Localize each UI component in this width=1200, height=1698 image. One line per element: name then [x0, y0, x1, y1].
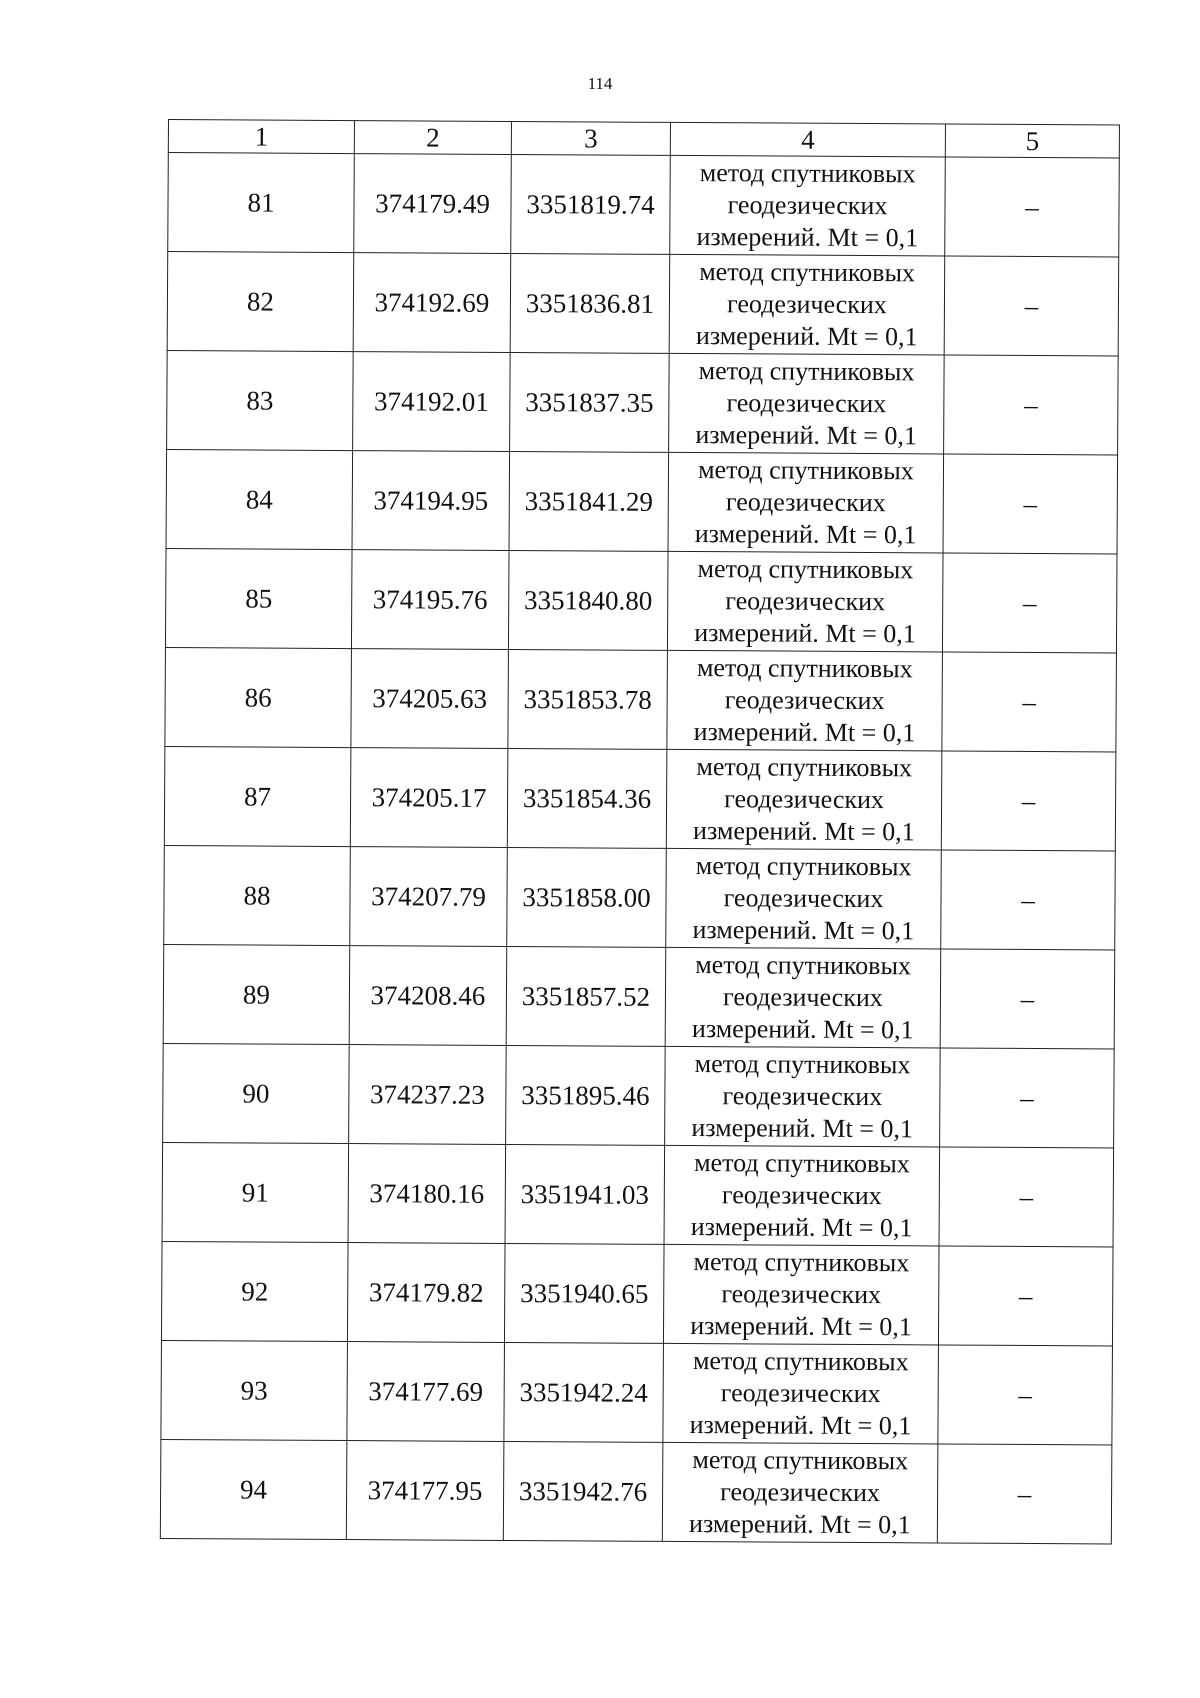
y-coordinate-cell: 3351858.00 — [507, 847, 667, 947]
method-cell — [665, 1046, 941, 1147]
method-text-line: геодезических — [724, 784, 885, 815]
y-coordinate-cell: 3351895.46 — [506, 1045, 666, 1145]
point-number-cell: 91 — [162, 1142, 349, 1242]
table-row — [160, 1439, 1112, 1543]
point-number-cell: 89 — [163, 944, 350, 1044]
method-cell — [669, 254, 945, 355]
method-text-line: измерений. Mt = 0,1 — [695, 420, 918, 451]
method-text-line: метод спутниковых — [695, 950, 912, 981]
point-number-cell: 92 — [161, 1241, 348, 1341]
note-cell: – — [941, 751, 1116, 851]
method-text-line: измерений. Mt = 0,1 — [690, 1212, 913, 1243]
table-row — [164, 845, 1116, 949]
note-cell: – — [943, 454, 1118, 554]
method-text-line: измерений. Mt = 0,1 — [695, 321, 918, 352]
method-text-line: метод спутниковых — [698, 356, 915, 387]
point-number-cell: 93 — [161, 1340, 348, 1440]
note-cell: – — [937, 1444, 1112, 1544]
method-text-line: метод спутниковых — [694, 1148, 910, 1179]
table-row — [166, 449, 1118, 553]
method-text-line: измерений. Mt = 0,1 — [689, 1509, 911, 1540]
point-number-cell: 94 — [160, 1439, 347, 1539]
method-cell — [665, 947, 941, 1048]
method-text-line: измерений. Mt = 0,1 — [696, 222, 919, 253]
coordinates-table-wrapper — [160, 119, 1119, 1544]
header-cell-1: 1 — [168, 120, 354, 154]
method-text-line: измерений. Mt = 0,1 — [690, 1311, 912, 1342]
point-number-cell: 88 — [164, 845, 351, 945]
method-text-line: измерений. Mt = 0,1 — [694, 519, 917, 550]
method-text-line: метод спутниковых — [698, 455, 914, 486]
method-text-line: измерений. Mt = 0,1 — [691, 1113, 914, 1144]
method-text-line: метод спутниковых — [696, 752, 913, 783]
table-row — [161, 1241, 1113, 1345]
method-text-line: метод спутниковых — [693, 1247, 910, 1278]
method-text-line: измерений. Mt = 0,1 — [693, 816, 915, 847]
table-row — [164, 746, 1116, 850]
method-text-line: геодезических — [726, 289, 887, 320]
x-coordinate-cell: 374177.95 — [346, 1441, 504, 1541]
y-coordinate-cell: 3351940.65 — [504, 1243, 664, 1343]
y-coordinate-cell: 3351857.52 — [506, 946, 666, 1046]
note-cell: – — [941, 850, 1116, 950]
x-coordinate-cell: 374179.49 — [354, 154, 512, 254]
method-cell — [666, 749, 942, 850]
method-cell — [669, 353, 945, 454]
x-coordinate-cell: 374208.46 — [349, 946, 507, 1046]
point-number-cell: 87 — [164, 746, 351, 846]
method-text-line: метод спутниковых — [699, 257, 916, 288]
note-cell: – — [938, 1345, 1113, 1445]
y-coordinate-cell: 3351942.24 — [504, 1342, 664, 1442]
table-row — [162, 1142, 1114, 1246]
note-cell: – — [942, 553, 1117, 653]
method-text-line: метод спутниковых — [692, 1445, 909, 1476]
method-text-line: измерений. Mt = 0,1 — [691, 1014, 914, 1045]
y-coordinate-cell: 3351941.03 — [505, 1144, 665, 1244]
method-cell — [667, 650, 943, 751]
x-coordinate-cell: 374180.16 — [348, 1144, 506, 1244]
x-coordinate-cell: 374237.23 — [349, 1045, 507, 1145]
method-text-line: метод спутниковых — [695, 851, 912, 882]
method-cell — [668, 452, 944, 553]
table-row — [165, 647, 1117, 751]
method-text-line: геодезических — [721, 1180, 882, 1211]
x-coordinate-cell: 374192.69 — [353, 253, 511, 353]
method-text-line: измерений. Mt = 0,1 — [693, 717, 916, 748]
method-cell — [663, 1244, 939, 1345]
table-header — [168, 120, 1119, 158]
y-coordinate-cell: 3351819.74 — [511, 154, 671, 254]
note-cell: – — [938, 1246, 1113, 1346]
y-coordinate-cell: 3351854.36 — [507, 748, 667, 848]
method-text-line: метод спутниковых — [696, 653, 913, 684]
method-text-line: геодезических — [726, 388, 887, 419]
method-cell — [670, 155, 946, 256]
method-cell — [663, 1343, 939, 1444]
method-text-line: измерений. Mt = 0,1 — [689, 1410, 912, 1441]
note-cell: – — [939, 1147, 1114, 1247]
x-coordinate-cell: 374179.82 — [347, 1243, 505, 1343]
method-cell — [666, 848, 942, 949]
method-text-line: геодезических — [721, 1279, 882, 1310]
method-text-line: геодезических — [727, 190, 888, 221]
x-coordinate-cell: 374205.17 — [350, 748, 508, 848]
method-cell — [662, 1442, 938, 1543]
method-text-line: метод спутниковых — [692, 1346, 909, 1377]
y-coordinate-cell: 3351837.35 — [510, 352, 670, 452]
point-number-cell: 85 — [165, 548, 352, 648]
point-number-cell: 81 — [168, 153, 355, 253]
point-number-cell: 83 — [167, 350, 354, 450]
x-coordinate-cell: 374194.95 — [352, 451, 510, 551]
table-row — [167, 252, 1119, 356]
method-text-line: геодезических — [722, 1081, 883, 1112]
point-number-cell: 84 — [166, 449, 353, 549]
table-row — [165, 548, 1117, 652]
table-row — [168, 153, 1120, 257]
coordinates-table — [160, 119, 1120, 1544]
y-coordinate-cell: 3351853.78 — [508, 649, 668, 749]
header-cell-2: 2 — [354, 121, 511, 155]
x-coordinate-cell: 374195.76 — [351, 550, 509, 650]
page-number: 114 — [587, 74, 613, 93]
header-row — [168, 120, 1119, 158]
note-cell: – — [944, 355, 1119, 455]
method-text-line: измерений. Mt = 0,1 — [692, 915, 915, 946]
header-cell-3: 3 — [511, 121, 670, 155]
note-cell: – — [940, 1048, 1115, 1148]
method-text-line: геодезических — [725, 586, 886, 617]
method-text-line: геодезических — [724, 685, 885, 716]
y-coordinate-cell: 3351836.81 — [510, 253, 670, 353]
method-cell — [664, 1145, 940, 1246]
method-text-line: геодезических — [725, 487, 886, 518]
x-coordinate-cell: 374205.63 — [351, 649, 509, 749]
header-cell-5: 5 — [945, 124, 1119, 158]
point-number-cell: 82 — [167, 252, 354, 352]
method-text-line: геодезических — [722, 982, 883, 1013]
note-cell: – — [940, 949, 1115, 1049]
method-text-line: геодезических — [723, 883, 884, 914]
y-coordinate-cell: 3351942.76 — [503, 1441, 663, 1541]
method-text-line: геодезических — [720, 1477, 881, 1508]
point-number-cell: 86 — [165, 647, 352, 747]
x-coordinate-cell: 374192.01 — [353, 352, 511, 452]
table-row — [163, 1043, 1115, 1147]
table-row — [163, 944, 1115, 1048]
point-number-cell: 90 — [163, 1043, 350, 1143]
y-coordinate-cell: 3351840.80 — [508, 550, 668, 650]
method-text-line: метод спутниковых — [697, 554, 914, 585]
method-text-line: метод спутниковых — [699, 158, 916, 189]
x-coordinate-cell: 374177.69 — [347, 1342, 505, 1442]
table-row — [167, 350, 1119, 454]
method-text-line: геодезических — [720, 1378, 881, 1409]
header-cell-4: 4 — [670, 122, 945, 157]
note-cell: – — [945, 157, 1120, 257]
note-cell: – — [944, 256, 1119, 356]
method-cell — [667, 551, 943, 652]
table-body — [160, 153, 1119, 1544]
table-row — [161, 1340, 1113, 1444]
x-coordinate-cell: 374207.79 — [350, 847, 508, 947]
method-text-line: метод спутниковых — [694, 1049, 911, 1080]
method-text-line: измерений. Mt = 0,1 — [694, 618, 916, 649]
note-cell: – — [942, 652, 1117, 752]
y-coordinate-cell: 3351841.29 — [509, 451, 669, 551]
